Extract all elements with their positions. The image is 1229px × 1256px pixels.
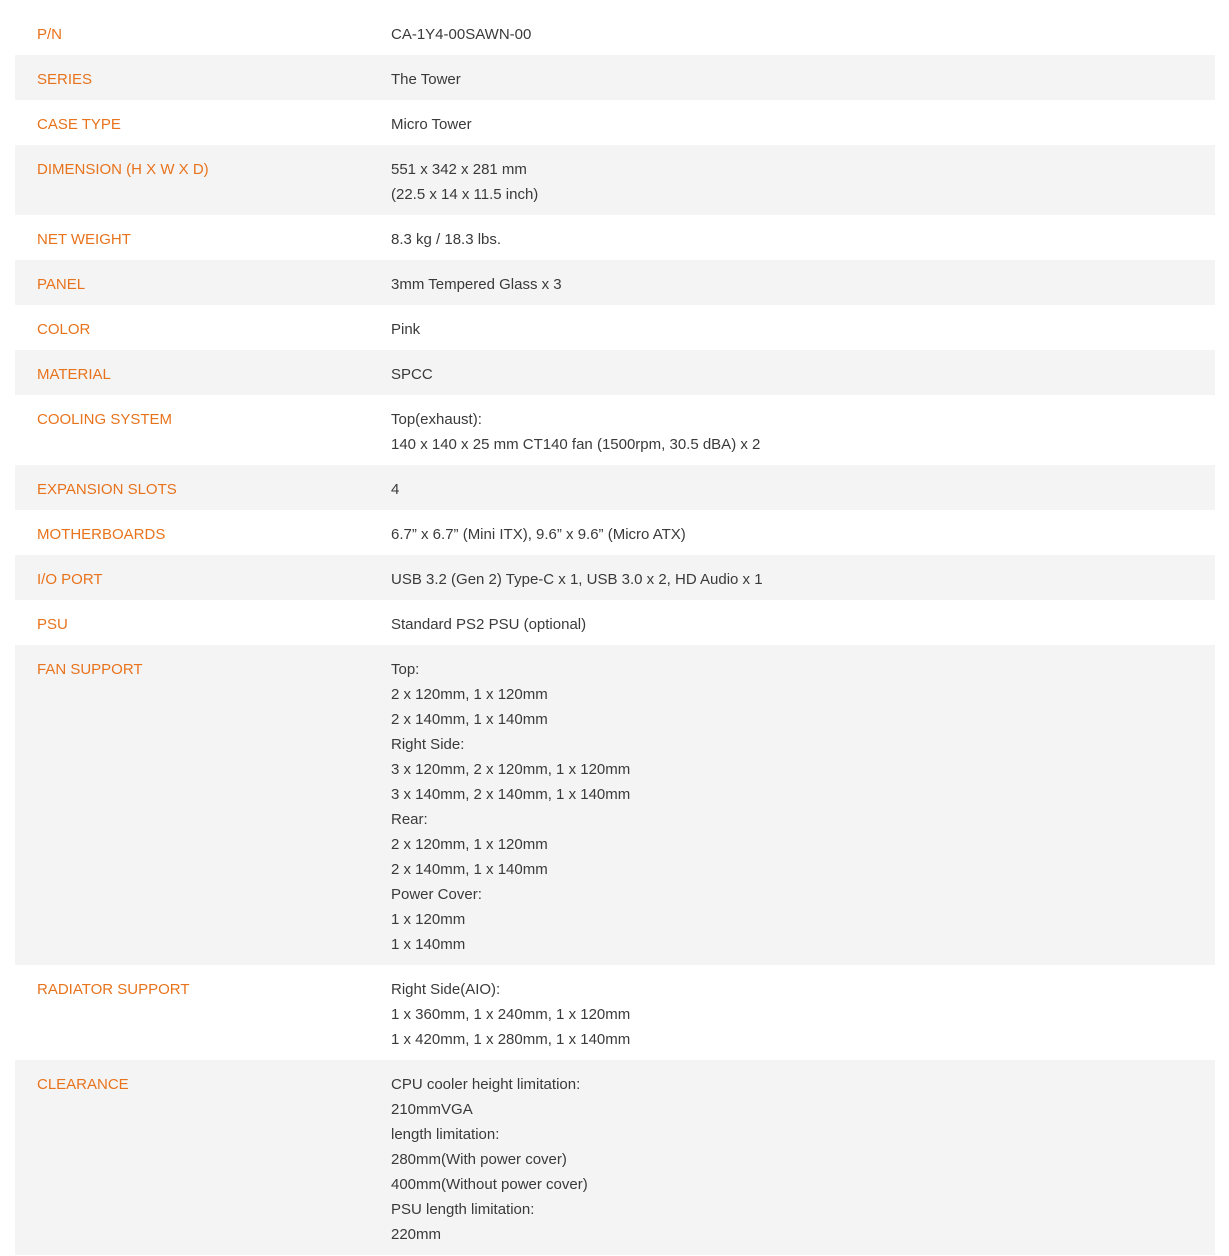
spec-value <box>391 1072 1215 1247</box>
spec-row <box>15 305 1215 350</box>
spec-label: MATERIAL <box>37 366 111 383</box>
spec-label: FAN SUPPORT <box>37 661 143 678</box>
spec-row <box>15 145 1215 215</box>
spec-row <box>15 100 1215 145</box>
spec-value-line: PSU length limitation: <box>391 1201 535 1218</box>
spec-value-line: (22.5 x 14 x 11.5 inch) <box>391 186 539 203</box>
spec-value <box>391 112 1215 137</box>
spec-label: PANEL <box>37 276 86 293</box>
spec-row <box>15 965 1215 1060</box>
spec-value-line: length limitation: <box>391 1126 500 1143</box>
spec-value <box>391 567 1215 592</box>
spec-row <box>15 1060 1215 1255</box>
spec-value-line: Right Side(AIO): <box>391 981 501 998</box>
spec-label: I/O PORT <box>37 571 103 588</box>
spec-value-line: SPCC <box>391 366 433 383</box>
spec-row <box>15 555 1215 600</box>
spec-value-line: Top(exhaust): <box>391 411 482 428</box>
spec-label: CASE TYPE <box>37 116 121 133</box>
spec-value-line: Right Side: <box>391 736 465 753</box>
spec-value <box>391 407 1215 457</box>
spec-label: P/N <box>37 26 63 43</box>
spec-value-line: 2 x 120mm, 1 x 120mm <box>391 836 548 853</box>
spec-label: NET WEIGHT <box>37 231 131 248</box>
spec-row <box>15 600 1215 645</box>
spec-value-line: 3mm Tempered Glass x 3 <box>391 276 562 293</box>
spec-value-line: 2 x 120mm, 1 x 120mm <box>391 686 548 703</box>
spec-value-line: CPU cooler height limitation: <box>391 1076 581 1093</box>
spec-value <box>391 362 1215 387</box>
spec-value-line: 1 x 120mm <box>391 911 466 928</box>
spec-value <box>391 977 1215 1052</box>
spec-value-line: 280mm(With power cover) <box>391 1151 567 1168</box>
spec-table <box>15 10 1215 1255</box>
spec-row <box>15 395 1215 465</box>
spec-label: EXPANSION SLOTS <box>37 481 177 498</box>
spec-value-line: 140 x 140 x 25 mm CT140 fan (1500rpm, 30.5 dBA) x 2 <box>391 436 761 453</box>
spec-value <box>391 22 1215 47</box>
spec-row <box>15 260 1215 305</box>
spec-value <box>391 272 1215 297</box>
spec-label: MOTHERBOARDS <box>37 526 166 543</box>
spec-value-line: USB 3.2 (Gen 2) Type-C x 1, USB 3.0 x 2, HD Audio x 1 <box>391 571 763 588</box>
spec-label: COLOR <box>37 321 91 338</box>
spec-value-line: 3 x 120mm, 2 x 120mm, 1 x 120mm <box>391 761 631 778</box>
spec-value-line: 1 x 140mm <box>391 936 466 953</box>
spec-value <box>391 317 1215 342</box>
spec-value-line: 8.3 kg / 18.3 lbs. <box>391 231 502 248</box>
spec-label: SERIES <box>37 71 93 88</box>
spec-label: DIMENSION (H X W X D) <box>37 161 209 178</box>
spec-value-line: 4 <box>391 481 400 498</box>
spec-value <box>391 522 1215 547</box>
spec-value-line: Rear: <box>391 811 428 828</box>
spec-row <box>15 10 1215 55</box>
spec-value-line: 1 x 420mm, 1 x 280mm, 1 x 140mm <box>391 1031 631 1048</box>
spec-value-line: 210mmVGA <box>391 1101 473 1118</box>
spec-row <box>15 350 1215 395</box>
spec-value <box>391 657 1215 957</box>
spec-row <box>15 55 1215 100</box>
spec-value-line: Pink <box>391 321 421 338</box>
spec-value-line: Standard PS2 PSU (optional) <box>391 616 587 633</box>
spec-label: COOLING SYSTEM <box>37 411 173 428</box>
spec-value <box>391 157 1215 207</box>
spec-value-line: 2 x 140mm, 1 x 140mm <box>391 711 548 728</box>
spec-value-line: CA-1Y4-00SAWN-00 <box>391 26 532 43</box>
spec-value-line: Power Cover: <box>391 886 482 903</box>
spec-value-line: 3 x 140mm, 2 x 140mm, 1 x 140mm <box>391 786 631 803</box>
spec-value-line: Micro Tower <box>391 116 472 133</box>
spec-row <box>15 215 1215 260</box>
spec-value-line: Top: <box>391 661 420 678</box>
spec-label: PSU <box>37 616 68 633</box>
spec-value-line: 400mm(Without power cover) <box>391 1176 588 1193</box>
spec-value-line: 1 x 360mm, 1 x 240mm, 1 x 120mm <box>391 1006 631 1023</box>
spec-row <box>15 645 1215 965</box>
spec-row <box>15 465 1215 510</box>
spec-value <box>391 67 1215 92</box>
spec-value-line: 220mm <box>391 1226 442 1243</box>
spec-value-line: 6.7” x 6.7” (Mini ITX), 9.6” x 9.6” (Micro ATX) <box>391 526 686 543</box>
spec-row <box>15 510 1215 555</box>
spec-value-line: The Tower <box>391 71 461 88</box>
spec-value <box>391 477 1215 502</box>
spec-label: CLEARANCE <box>37 1076 129 1093</box>
spec-value-line: 551 x 342 x 281 mm <box>391 161 527 178</box>
spec-value-line: 2 x 140mm, 1 x 140mm <box>391 861 548 878</box>
spec-label: RADIATOR SUPPORT <box>37 981 190 998</box>
spec-value <box>391 227 1215 252</box>
spec-value <box>391 612 1215 637</box>
